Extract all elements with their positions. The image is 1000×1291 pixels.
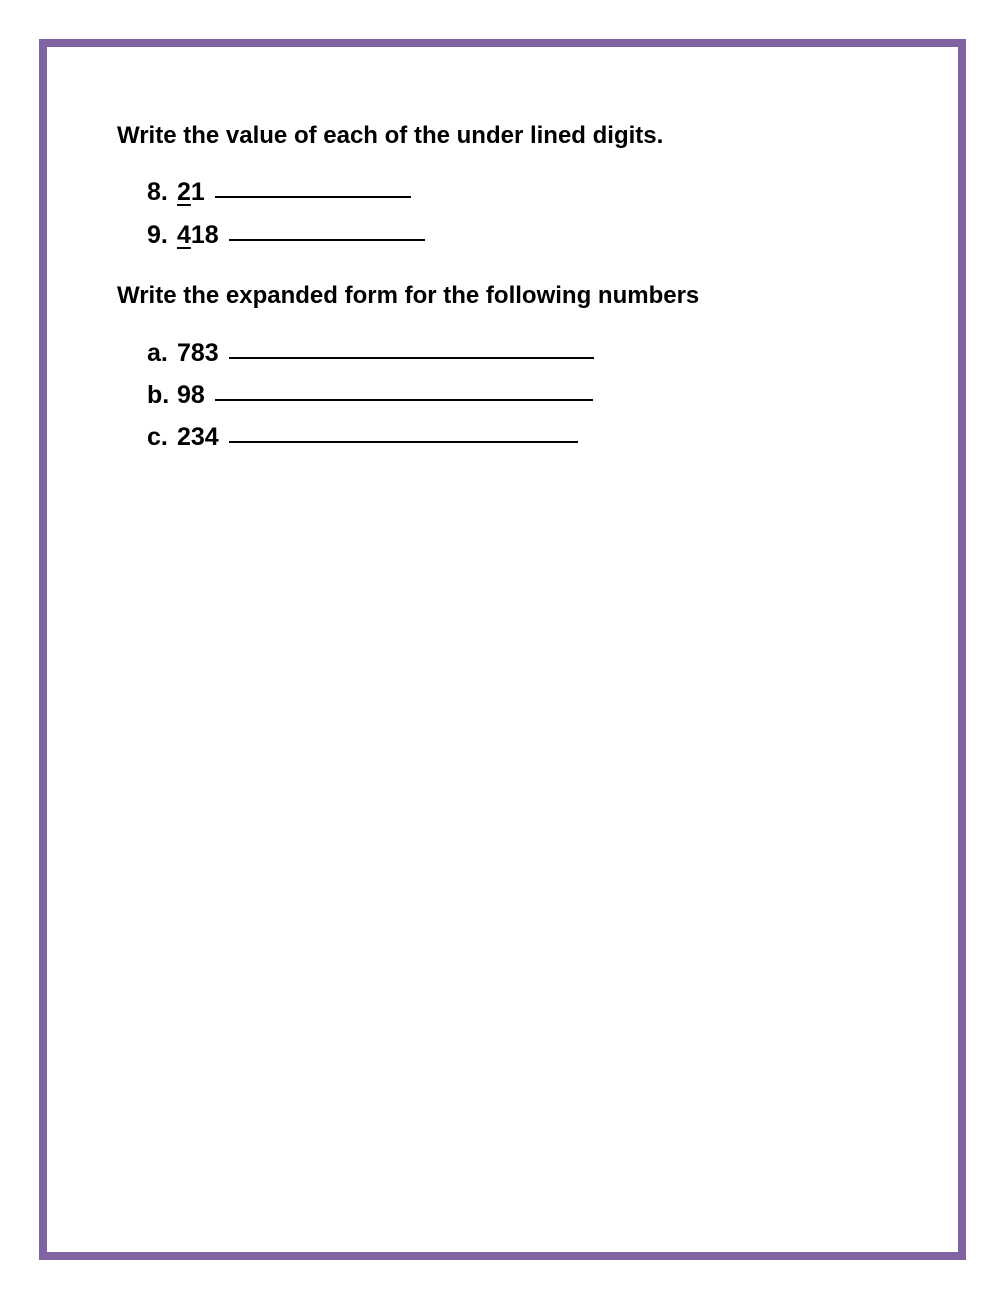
question-number: 98	[177, 381, 205, 409]
question-label: a.	[147, 339, 168, 367]
answer-blank[interactable]	[229, 238, 425, 241]
section1-heading: Write the value of each of the under lined digits.	[117, 122, 664, 149]
question-label: b.	[147, 381, 170, 409]
question-label: 9.	[147, 221, 168, 249]
answer-blank[interactable]	[229, 440, 578, 443]
section2-heading: Write the expanded form for the following numbers	[117, 282, 700, 309]
expanded-question-c	[147, 423, 578, 455]
underlined-digit: 2	[177, 178, 191, 206]
answer-blank[interactable]	[215, 398, 593, 401]
question-number: 21	[177, 178, 205, 206]
question-label: 8.	[147, 178, 168, 206]
answer-blank[interactable]	[229, 356, 594, 359]
expanded-question-b	[147, 381, 593, 413]
underlined-digit: 4	[177, 221, 191, 249]
question-number: 783	[177, 339, 219, 367]
question-number: 234	[177, 423, 219, 451]
answer-blank[interactable]	[215, 195, 411, 198]
expanded-question-a	[147, 339, 594, 371]
question-number: 418	[177, 221, 219, 249]
question-label: c.	[147, 423, 168, 451]
value-question-9	[147, 221, 425, 253]
value-question-8	[147, 178, 411, 210]
